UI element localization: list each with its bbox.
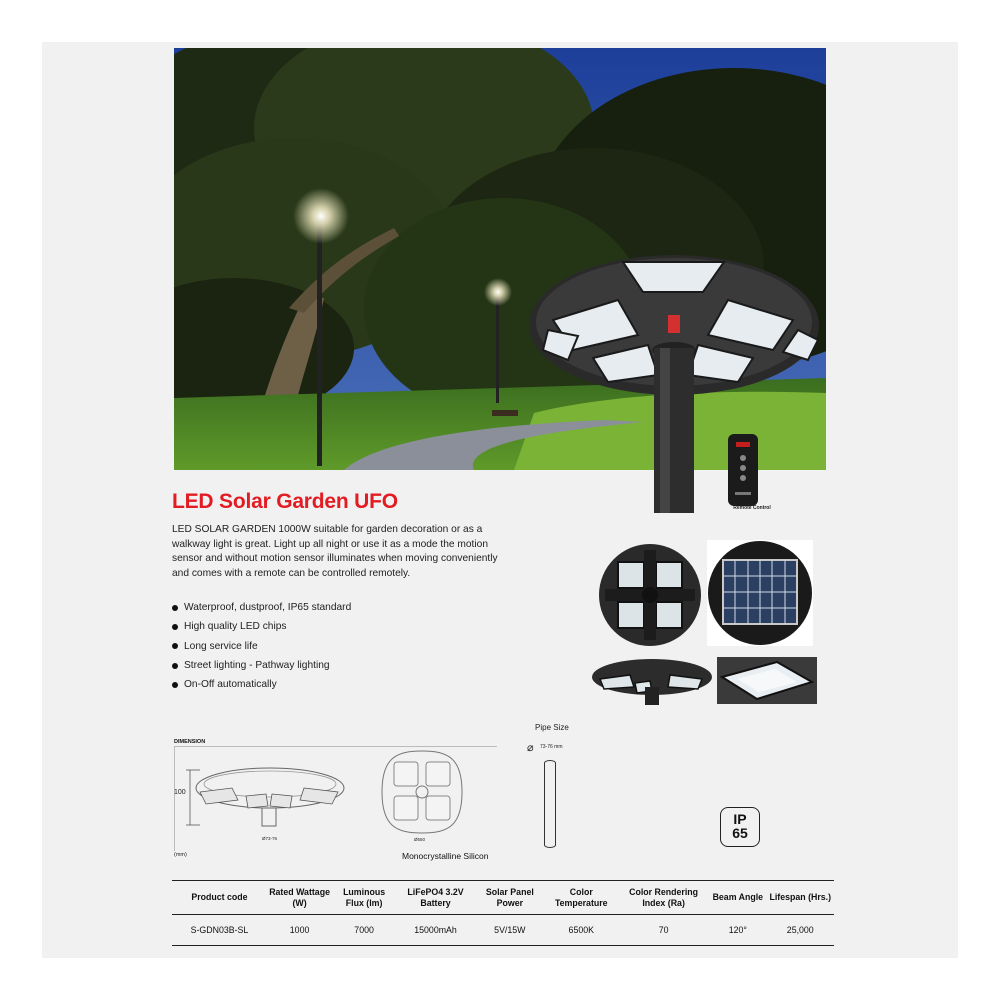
bullet-icon: [172, 624, 178, 630]
spec-header-row: [172, 881, 834, 915]
bullet-icon: [172, 605, 178, 611]
diameter-label: Ø550: [414, 837, 426, 842]
cell-beam-angle: 120°: [709, 915, 766, 946]
cell-rated-wattage: 1000: [267, 915, 332, 946]
header-color-rendering-index: Color Rendering Index (Ra): [618, 881, 709, 915]
ufo-lamp-image: [528, 240, 828, 515]
header-beam-angle: Beam Angle: [709, 881, 766, 915]
spec-table: [172, 880, 834, 946]
header-lifespan: Lifespan (Hrs.): [767, 881, 834, 915]
cell-battery: 15000mAh: [396, 915, 475, 946]
pipe-size-label: Pipe Size: [535, 723, 569, 732]
feature-item: Street lighting - Pathway lighting: [172, 656, 351, 675]
solar-panel-thumbnail: [707, 540, 813, 646]
unit-label: (mm): [174, 852, 187, 858]
cell-product-code: S-GDN03B-SL: [172, 915, 267, 946]
lamp-bottom-view-thumbnail: [598, 542, 702, 648]
top-dimension-drawing: [376, 748, 468, 836]
ip-value: 65: [732, 825, 748, 841]
remote-control-image: [722, 430, 778, 514]
header-luminous-flux: Luminous Flux (lm): [332, 881, 396, 915]
header-product-code: Product code: [172, 881, 267, 915]
dimension-label: DIMENSION: [174, 739, 206, 745]
product-title: LED Solar Garden UFO: [172, 490, 398, 513]
lamp-side-view-thumbnail: [590, 655, 715, 705]
feature-item: High quality LED chips: [172, 617, 351, 636]
pipe-mark-label: Ø73-76: [262, 836, 278, 841]
ip-rating-badge: [720, 807, 760, 847]
table-row: [172, 915, 834, 946]
header-solar-panel-power: Solar Panel Power: [475, 881, 544, 915]
remote-control-label: Remote Control: [733, 505, 771, 511]
header-color-temperature: Color Temperature: [544, 881, 618, 915]
feature-item: Long service life: [172, 637, 351, 656]
feature-list: [172, 598, 351, 694]
cell-color-temperature: 6500K: [544, 915, 618, 946]
panel-type-label: Monocrystalline Silicon: [402, 851, 489, 861]
bullet-icon: [172, 682, 178, 688]
feature-item: On-Off automatically: [172, 675, 351, 694]
product-description: LED SOLAR GARDEN 1000W suitable for garden decoration or as a walkway light is great. Light up all night or use it as a mode the motion sensor and without motion sensor illuminates when moving conveniently and comes with a remote can be controlled remotely.: [172, 524, 498, 579]
feature-item: Waterproof, dustproof, IP65 standard: [172, 598, 351, 617]
led-closeup-thumbnail: [717, 657, 817, 704]
pipe-diameter: 73-76 mm: [540, 744, 563, 750]
pipe-drawing: [544, 760, 556, 848]
side-dimension-drawing: [186, 760, 348, 835]
diameter-icon: ⌀: [527, 742, 534, 754]
height-dimension: 100: [174, 789, 186, 796]
bullet-icon: [172, 663, 178, 669]
ip-label: IP: [733, 811, 747, 827]
bullet-icon: [172, 643, 178, 649]
cell-solar-panel-power: 5V/15W: [475, 915, 544, 946]
cell-lifespan: 25,000: [767, 915, 834, 946]
header-battery: LiFePO4 3.2V Battery: [396, 881, 475, 915]
header-rated-wattage: Rated Wattage (W): [267, 881, 332, 915]
cell-luminous-flux: 7000: [332, 915, 396, 946]
cell-color-rendering-index: 70: [618, 915, 709, 946]
